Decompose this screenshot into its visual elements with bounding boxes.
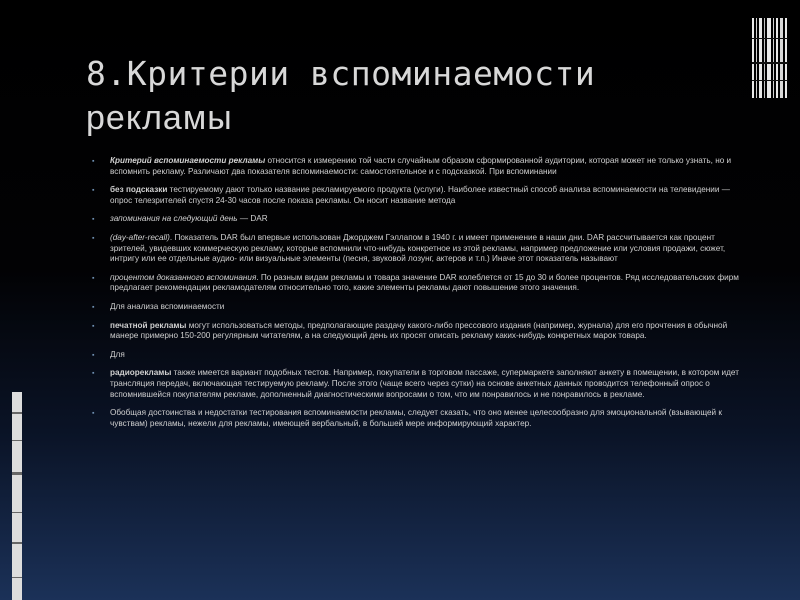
bullet-icon bbox=[92, 158, 97, 163]
decorative-stripes-top bbox=[752, 18, 788, 98]
bullet-icon bbox=[92, 304, 97, 309]
item-lead: без подсказки bbox=[110, 185, 168, 195]
item-lead: запоминания на следующий день bbox=[110, 214, 238, 224]
content-list bbox=[92, 156, 742, 437]
item-lead: Критерий вспоминаемости рекламы bbox=[110, 156, 266, 165]
item-text: могут использоваться методы, предполагающие раздачу какого-либо прессового издания (например, журнала) для его прочтения в обычной манере примерно 150-200 регулярным читателям, а на следующий день их просят описать рекламу каких-нибудь конкретных марок товара. bbox=[110, 320, 728, 341]
page-title bbox=[86, 52, 726, 140]
bullet-icon bbox=[92, 275, 97, 280]
list-item bbox=[92, 350, 742, 361]
bullet-icon bbox=[92, 410, 97, 415]
list-item bbox=[92, 368, 742, 400]
item-text: Обобщая достоинства и недостатки тестирования вспоминаемости рекламы, следует сказать, что оно менее целесообразно для эмоциональной (взывающей к чувствам) рекламы, нежели для рекламы, имеющей вербальный, в большей мере информирующий характер. bbox=[110, 408, 722, 428]
bullet-icon bbox=[92, 352, 97, 357]
bullet-icon bbox=[92, 370, 97, 375]
item-lead: печатной рекламы bbox=[110, 320, 187, 330]
title-line-2: рекламы bbox=[86, 99, 233, 137]
list-item bbox=[92, 185, 742, 206]
item-text: также имеется вариант подобных тестов. Например, покупатели в торговом пассаже, супермаркете заполняют анкету в помещении, в котором идет трансляция передач, включающая тестируемую рекламу. После этого (чаще всего через сутки) на основе анкетных данных проводится телефонный опрос о вспомнившейся покупателям рекламе, дополненный диагностическими вопросами о том, что им понравилось и не понравилось в рекламе. bbox=[110, 368, 739, 399]
item-text: Для bbox=[110, 349, 125, 359]
bullet-icon bbox=[92, 323, 97, 328]
list-item bbox=[92, 321, 742, 342]
item-text: . По разным видам рекламы и товара значение DAR колеблется от 15 до 30 и более процентов. Ряд исследовательских фирм предлагает рекомендации рекламодателям относительно того, какие элементы рекламы дают повышение этого значения. bbox=[110, 272, 739, 293]
list-item bbox=[92, 214, 742, 225]
item-lead: радиорекламы bbox=[110, 368, 172, 378]
decorative-stripes-bottom bbox=[12, 392, 22, 600]
item-text: Для анализа вспоминаемости bbox=[110, 301, 225, 311]
list-item bbox=[92, 273, 742, 294]
item-text: тестируемому дают только название рекламируемого продукта (услуги). Наиболее известный способ анализа вспоминаемости на телевидении — опрос телезрителей спустя 24-30 часов после показа рекламы. Он носит название метода bbox=[110, 185, 730, 205]
bullet-icon bbox=[92, 235, 97, 240]
item-text: — DAR bbox=[237, 214, 268, 224]
title-line-1: 8.Критерии вспоминаемости bbox=[86, 54, 596, 93]
item-lead: (day-after-recall) bbox=[110, 232, 170, 242]
item-text: относится к измерению той части случайным образом сформированной аудитории, которая может не только узнать, но и вспомнить рекламу. Различают два показателя вспоминаемости: самостоятельное и с подсказкой. При вспоминании bbox=[110, 156, 732, 176]
list-item bbox=[92, 233, 742, 265]
item-text: . Показатель DAR был впервые использован Джорджем Гэллапом в 1940 г. и имеет применение в наши дни. DAR рассчитывается как процент зрителей, увидевших коммерческую рекламу, которые вспомнили что-нибудь конкретное из этой рекламы, например предложение или условия продажи, сюжет, интригу или ее отдельные аудио- или визуальные элементы (песня, звуковой лозунг, актеров и т.п.) Иначе этот показатель называют bbox=[110, 232, 726, 264]
list-item bbox=[92, 302, 742, 313]
list-item bbox=[92, 408, 742, 429]
list-item bbox=[92, 156, 742, 177]
bullet-icon bbox=[92, 216, 97, 221]
bullet-icon bbox=[92, 187, 97, 192]
item-lead: процентом доказанного вспоминания bbox=[110, 272, 257, 282]
